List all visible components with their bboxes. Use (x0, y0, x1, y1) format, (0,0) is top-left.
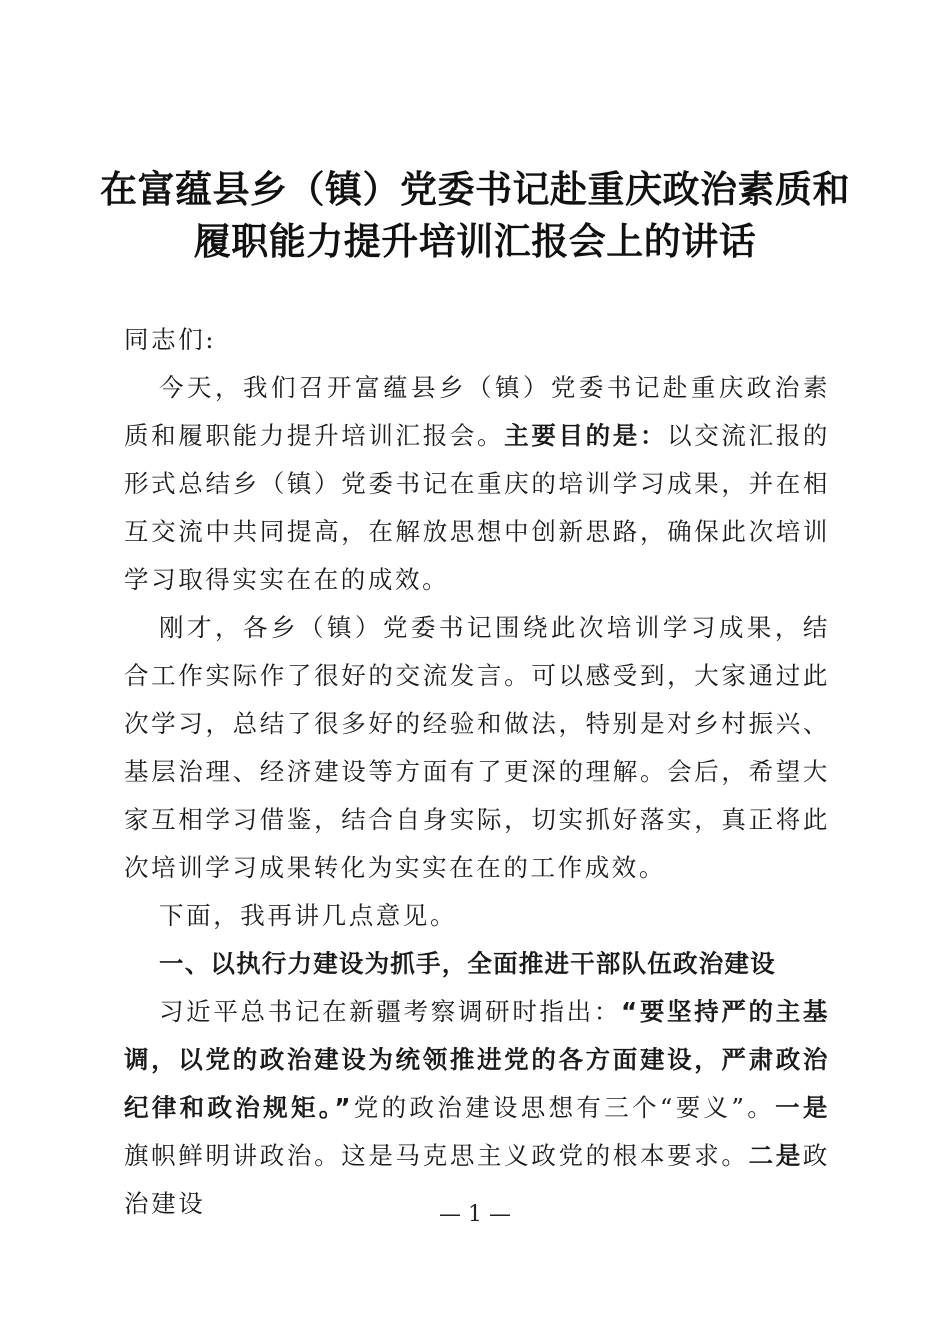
paragraph-4-text-e: 旗帜鲜明讲政治。这是马克思主义政党的根本要求。 (124, 1141, 749, 1170)
paragraph-4-text-c: 党的政治建设思想有三个“要义”。 (353, 1093, 776, 1122)
page-number: — 1 — (439, 1202, 511, 1227)
paragraph-1-bold-lead: 主要目的是： (504, 421, 668, 450)
title-line-1: 在富蕴县乡（镇）党委书记赴重庆政治素质和 (100, 168, 850, 211)
paragraph-1 (124, 364, 830, 604)
paragraph-3: 下面，我再讲几点意见。 (159, 901, 458, 930)
speech-body (124, 316, 830, 1228)
paragraph-4-second-marker: 二是 (748, 1141, 803, 1170)
paragraph-2: 刚才，各乡（镇）党委书记围绕此次培训学习成果，结合工作实际作了很好的交流发言。可以感受到，大家通过此次学习，总结了很多好的经验和做法，特别是对乡村振兴、基层治理、经济建设等方面有了更深的理解。会后，希望大家互相学习借鉴，结合自身实际，切实抓好落实，真正将此次培训学习成果转化为实实在在的工作成效。 (124, 613, 830, 882)
paragraph-4-first-marker: 一是 (775, 1093, 830, 1122)
paragraph-1-text-c: 以交流汇报的形式总结乡（镇）党委书记在重庆的培训学习成果，并在相互交流中共同提高，在解放思想中创新思路，确保此次培训学习取得实实在在的成效。 (124, 421, 830, 594)
title-line-2: 履职能力提升培训汇报会上的讲话 (193, 220, 757, 263)
section-heading-1: 一、以执行力建设为抓手，全面推进干部队伍政治建设 (159, 949, 776, 978)
paragraph-4-text-g: 政治建设 (124, 1141, 830, 1218)
paragraph-4-text-a: 习近平总书记在新疆考察调研时指出： (159, 997, 622, 1026)
paragraph-4 (124, 988, 830, 1228)
paragraph-1-text-a: 今天，我们召开富蕴县乡（镇）党委书记赴重庆政治素质和履职能力提升培训汇报会。 (124, 373, 830, 450)
paragraph-4-quote: “要坚持严的主基调，以党的政治建设为统领推进党的各方面建设，严肃政治纪律和政治规矩。” (124, 997, 830, 1122)
salutation: 同志们: (124, 325, 217, 354)
